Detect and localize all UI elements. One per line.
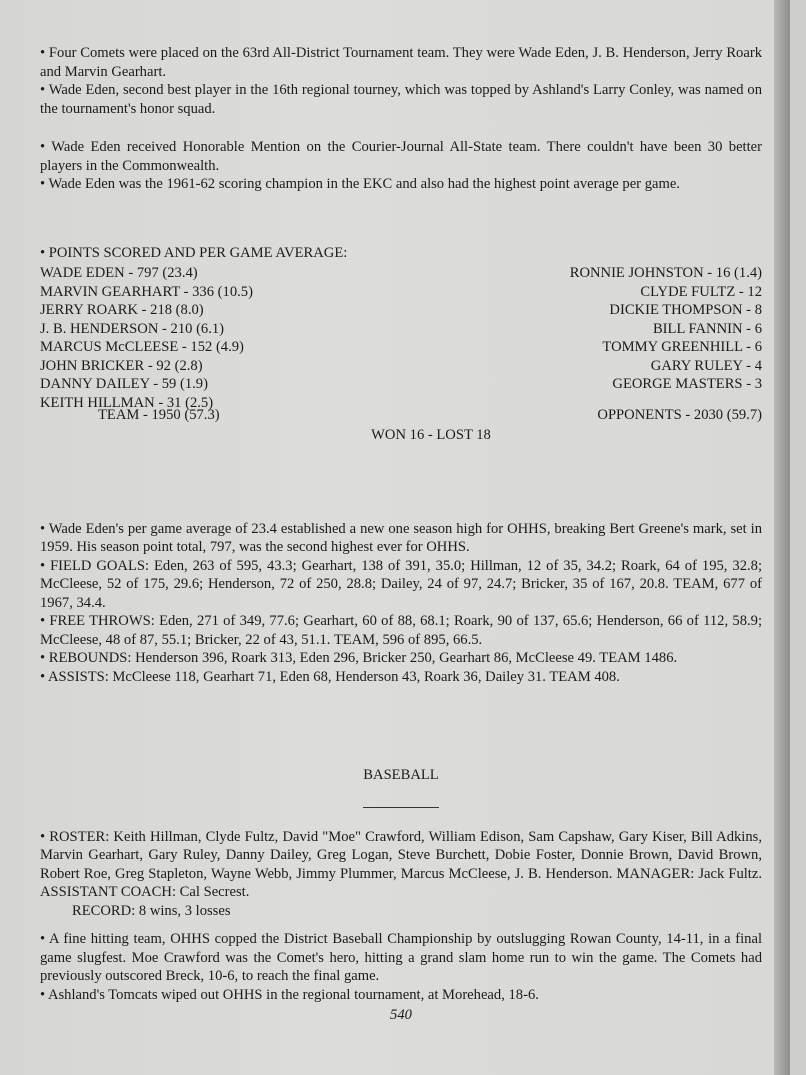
- scoring-row: WADE EDEN - 797 (23.4): [40, 265, 198, 281]
- baseball-paragraph-1: • A fine hitting team, OHHS copped the District Baseball Championship by outslugging Rowan County, 14-11, in a final game slugfest. Moe Crawford was the Comet's hero, hitting a grand slam home run to win the game. The Comets had previously outscored Breck, 10-6, to reach the final game.: [40, 930, 762, 986]
- team-total: TEAM - 1950 (57.3): [98, 407, 220, 423]
- scoring-row: JOHN BRICKER - 92 (2.8): [40, 357, 203, 374]
- baseball-roster: • ROSTER: Keith Hillman, Clyde Fultz, David "Moe" Crawford, William Edison, Sam Capshaw, Gary Kiser, Bill Adkins, Marvin Gearhart, Gary Ruley, Danny Dailey, Greg Logan, Steve Burchett, Dobie Foster, Donnie Brown, David Brown, Robert Roe, Greg Stapleton, Wayne Webb, Jimmy Plummer, Marcus McCleese, J. B. Henderson. MANAGER: Jack Fultz. ASSISTANT COACH: Cal Secrest.: [40, 828, 762, 902]
- scoring-table: [40, 264, 762, 426]
- tournament-paragraph-1: • Four Comets were placed on the 63rd All-District Tournament team. They were Wade Eden, J. B. Henderson, Jerry Roark and Marvin Gearhart.: [40, 44, 762, 81]
- tournament-paragraph-4: • Wade Eden was the 1961-62 scoring champion in the EKC and also had the highest point average per game.: [40, 175, 762, 194]
- scoring-row: DANNY DAILEY - 59 (1.9): [40, 376, 208, 392]
- tournament-paragraph-3: • Wade Eden received Honorable Mention on the Courier-Journal All-State team. There couldn't have been 30 better players in the Commonwealth.: [40, 138, 762, 175]
- season-record: WON 16 - LOST 18: [371, 427, 491, 443]
- scoring-right-column: [442, 264, 762, 394]
- season-paragraph-1: • Wade Eden's per game average of 23.4 established a new one season high for OHHS, breaking Bert Greene's mark, set in 1959. His season point total, 797, was the second highest ever for OHHS.: [40, 520, 762, 557]
- assists-paragraph: • ASSISTS: McCleese 118, Gearhart 71, Eden 68, Henderson 43, Roark 36, Dailey 31. TEAM 408.: [40, 668, 762, 687]
- opponents-total: OPPONENTS - 2030 (59.7): [597, 407, 762, 423]
- scoring-row: GARY RULEY - 4: [650, 357, 762, 374]
- scoring-row: GEORGE MASTERS - 3: [612, 376, 762, 392]
- page-content: [40, 44, 762, 1025]
- rebounds-paragraph: • REBOUNDS: Henderson 396, Roark 313, Eden 296, Bricker 250, Gearhart 86, McCleese 49. TEAM 1486.: [40, 649, 762, 668]
- baseball-title: BASEBALL: [363, 767, 439, 783]
- field-goals-paragraph: • FIELD GOALS: Eden, 263 of 595, 43.3; Gearhart, 138 of 391, 35.0; Hillman, 12 of 35, 34.2; Roark, 64 of 195, 32.8; McCleese, 52 of 175, 29.6; Henderson, 72 of 250, 28.8; Dailey, 24 of 97, 24.7; Bricker, 35 of 167, 20.8. TEAM, 677 of 1967, 34.4.: [40, 557, 762, 613]
- page-number: 540: [390, 1007, 412, 1023]
- page-edge: [774, 0, 790, 1075]
- scoring-row: RONNIE JOHNSTON - 16 (1.4): [569, 265, 762, 281]
- baseball-paragraph-2: • Ashland's Tomcats wiped out OHHS in the regional tournament, at Morehead, 18-6.: [40, 986, 762, 1005]
- scoring-row: TOMMY GREENHILL - 6: [602, 339, 762, 355]
- scoring-heading: • POINTS SCORED AND PER GAME AVERAGE:: [40, 244, 762, 263]
- scoring-row: CLYDE FULTZ - 12: [640, 283, 762, 300]
- free-throws-paragraph: • FREE THROWS: Eden, 271 of 349, 77.6; Gearhart, 60 of 88, 68.1; Roark, 90 of 137, 65.6; Henderson, 66 of 112, 58.9; McCleese, 48 of 87, 55.1; Bricker, 22 of 43, 51.1. TEAM, 596 of 895, 66.5.: [40, 612, 762, 649]
- scoring-row: JERRY ROARK - 218 (8.0): [40, 302, 204, 318]
- baseball-record: RECORD: 8 wins, 3 losses: [72, 902, 231, 919]
- scoring-row: MARVIN GEARHART - 336 (10.5): [40, 283, 253, 300]
- scoring-left-column: [40, 264, 360, 412]
- scoring-row: KEITH HILLMAN - 31 (2.5): [40, 394, 214, 411]
- scoring-row: DICKIE THOMPSON - 8: [609, 302, 762, 318]
- scoring-row: J. B. HENDERSON - 210 (6.1): [40, 320, 225, 337]
- scoring-row: MARCUS McCLEESE - 152 (4.9): [40, 339, 244, 355]
- scoring-row: BILL FANNIN - 6: [652, 320, 762, 337]
- tournament-paragraph-2: • Wade Eden, second best player in the 16th regional tourney, which was topped by Ashland's Larry Conley, was named on the tournament's honor squad.: [40, 81, 762, 118]
